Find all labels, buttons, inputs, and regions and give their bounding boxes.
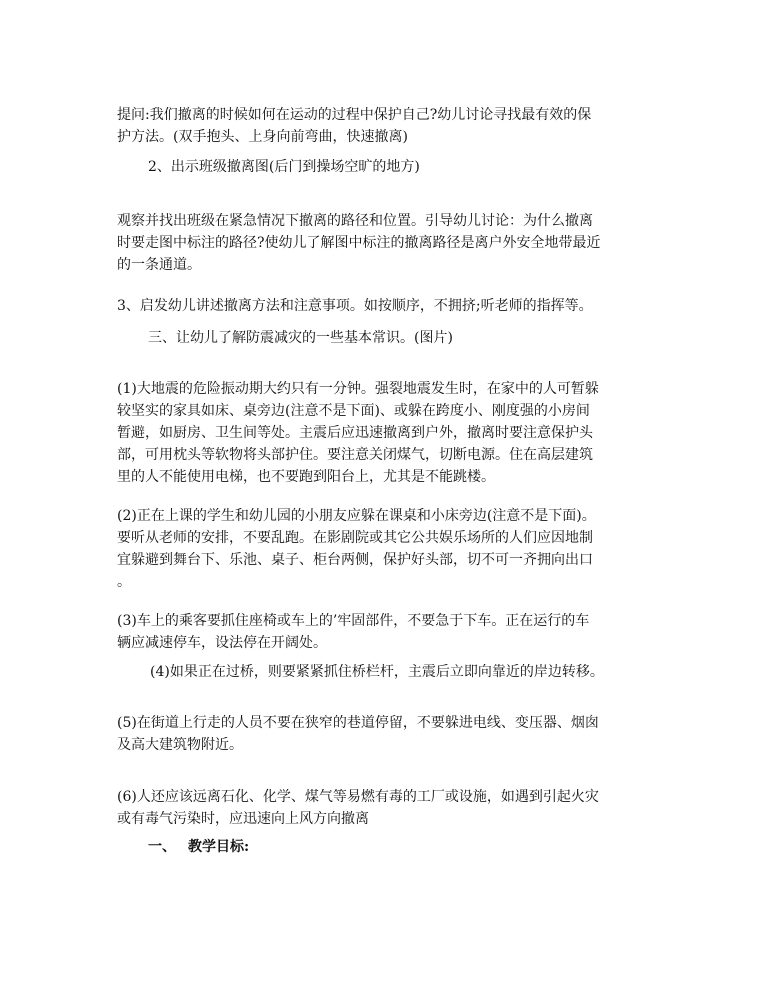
paragraph-item-4 xyxy=(150,661,660,683)
paragraph-question xyxy=(117,104,657,148)
line: (6)人还应该远离石化、化学、煤气等易燃有毒的工厂或设施，如遇到引起火灾 xyxy=(117,789,599,805)
paragraph-item-1 xyxy=(117,378,657,488)
paragraph-item-3 xyxy=(117,610,657,654)
line: (4)如果正在过桥，则要紧紧抓住桥栏杆，主震后立即向靠近的岸边转移。 xyxy=(150,664,604,680)
section-heading xyxy=(148,836,249,858)
line: 要听从老师的安排，不要乱跑。在影剧院或其它公共娱乐场所的人们应因地制 xyxy=(117,530,593,546)
paragraph-step-3 xyxy=(117,295,657,317)
heading-text: 教学目标: xyxy=(188,839,250,855)
line: (2)正在上课的学生和幼儿园的小朋友应躲在课桌和小床旁边(注意不是下面)。 xyxy=(117,508,596,524)
paragraph-item-6 xyxy=(117,786,657,830)
line: 3、启发幼儿讲述撤离方法和注意事项。如按顺序，不拥挤;听老师的指挥等。 xyxy=(117,298,593,314)
line: 里的人不能使用电梯，也不要跑到阳台上，尤其是不能跳楼。 xyxy=(117,469,495,485)
line: 提问:我们撤离的时候如何在运动的过程中保护自己?幼儿讨论寻找最有效的保 xyxy=(117,107,592,123)
line: (3)车上的乘客要抓住座椅或车上的’牢固部件，不要急于下车。正在运行的车 xyxy=(117,613,590,629)
paragraph-observe xyxy=(117,210,657,276)
line: 及高大建筑物附近。 xyxy=(117,737,243,753)
line: 或有毒气污染时，应迅速向上风方向撤离 xyxy=(117,811,369,827)
line: 辆应减速停车，设法停在开阔处。 xyxy=(117,635,327,651)
line: 。 xyxy=(117,574,131,590)
line: (5)在街道上行走的人员不要在狭窄的巷道停留，不要躲进电线、变压器、烟囱 xyxy=(117,715,599,731)
line: (1)大地震的危险振动期大约只有一分钟。强裂地震发生时，在家中的人可暂躲 xyxy=(117,381,599,397)
line: 护方法。(双手抱头、上身向前弯曲，快速撤离) xyxy=(117,129,408,145)
line: 较坚实的家具如床、桌旁边(注意不是下面)、或躲在跨度小、刚度强的小房间 xyxy=(117,403,590,419)
line: 时要走图中标注的路径?使幼儿了解图中标注的撤离路径是离户外安全地带最近 xyxy=(117,235,601,251)
line: 暂避，如厨房、卫生间等处。主震后应迅速撤离到户外，撤离时要注意保护头 xyxy=(117,425,593,441)
heading-number: 一、 xyxy=(148,839,176,855)
line: 的一条通道。 xyxy=(117,257,201,273)
line: 部，可用枕头等软物将头部护住。要注意关闭煤气，切断电源。住在高层建筑 xyxy=(117,447,593,463)
paragraph-item-5 xyxy=(117,712,657,756)
line: 观察并找出班级在紧急情况下撤离的路径和位置。引导幼儿讨论：为什么撤离 xyxy=(117,213,593,229)
paragraph-section-3 xyxy=(148,327,658,349)
line: 2、出示班级撤离图(后门到操场空旷的地方) xyxy=(148,159,420,175)
line: 三、让幼儿了解防震减灾的一些基本常识。(图片) xyxy=(148,330,453,346)
paragraph-item-2 xyxy=(117,505,657,593)
line: 宜躲避到舞台下、乐池、桌子、柜台两侧，保护好头部，切不可一齐拥向出口 xyxy=(117,552,593,568)
paragraph-step-2 xyxy=(148,156,658,178)
